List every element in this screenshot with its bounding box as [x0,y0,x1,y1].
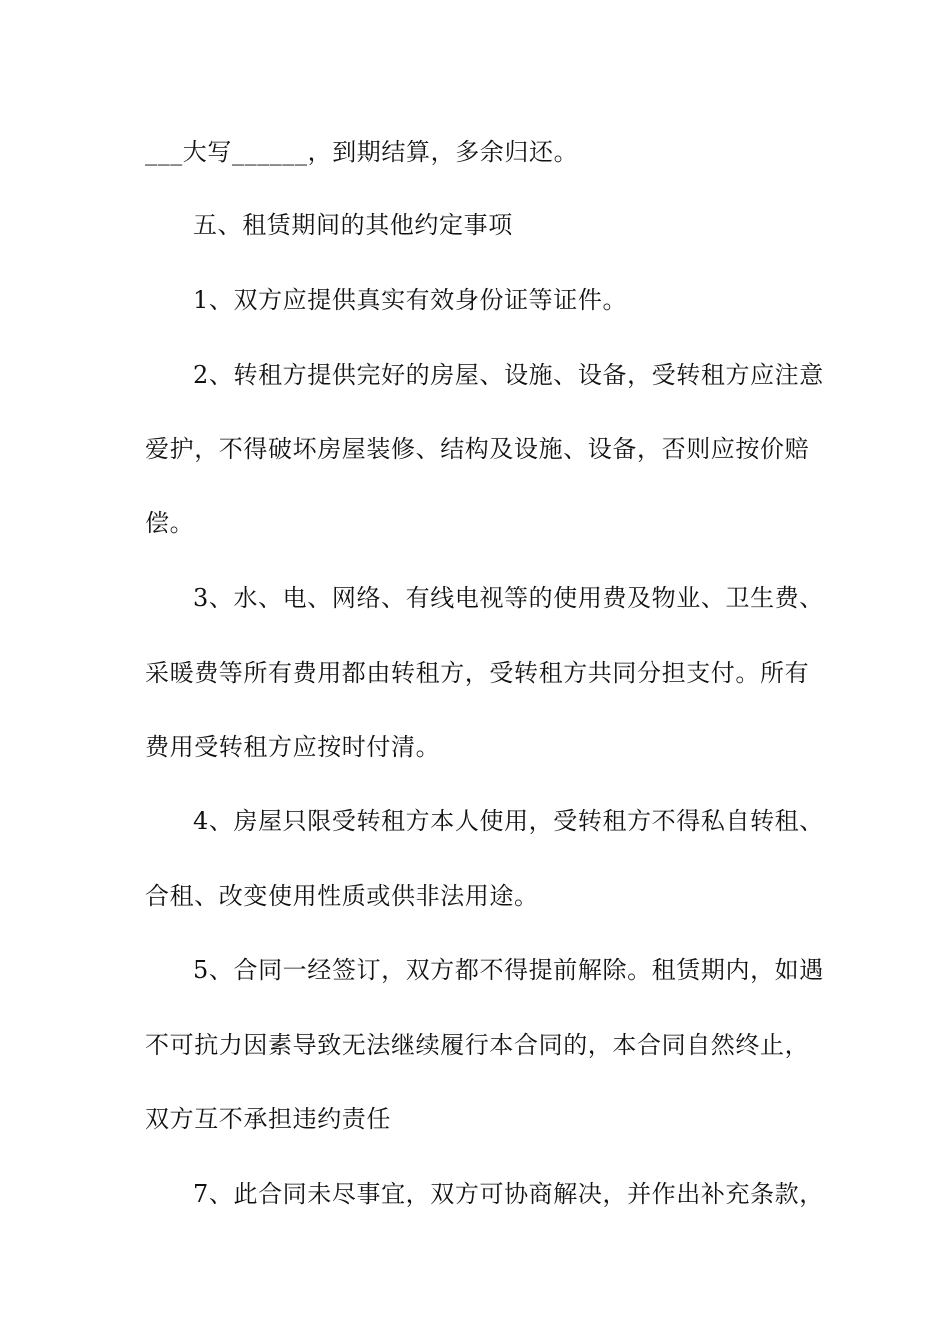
text-line: 双方互不承担违约责任 [145,1105,391,1133]
clause-1: 1、双方应提供真实有效身份证等证件。 [193,286,628,314]
clause-3: 3、水、电、网络、有线电视等的使用费及物业、卫生费、 [193,584,824,612]
text-line: 合租、改变使用性质或供非法用途。 [145,882,539,910]
clause-2: 2、转租方提供完好的房屋、设施、设备，受转租方应注意 [193,361,824,389]
clause-5: 5、合同一经签订，双方都不得提前解除。租赁期内，如遇 [193,956,824,984]
section-heading: 五、租赁期间的其他约定事项 [193,211,513,239]
text-line: 费用受转租方应按时付清。 [145,733,441,761]
text-line: 采暖费等所有费用都由转租方，受转租方共同分担支付。所有 [145,659,810,687]
text-line: 爱护，不得破坏房屋装修、结构及设施、设备，否则应按价赔 [145,435,810,463]
text-line: 偿。 [145,509,195,537]
text-line: 不可抗力因素导致无法继续履行本合同的，本合同自然终止， [145,1031,810,1059]
clause-7: 7、此合同未尽事宜，双方可协商解决，并作出补充条款， [193,1180,824,1208]
clause-4: 4、房屋只限受转租方本人使用，受转租方不得私自转租、 [193,807,824,835]
text-line: ___大写______，到期结算，多余归还。 [145,138,579,166]
